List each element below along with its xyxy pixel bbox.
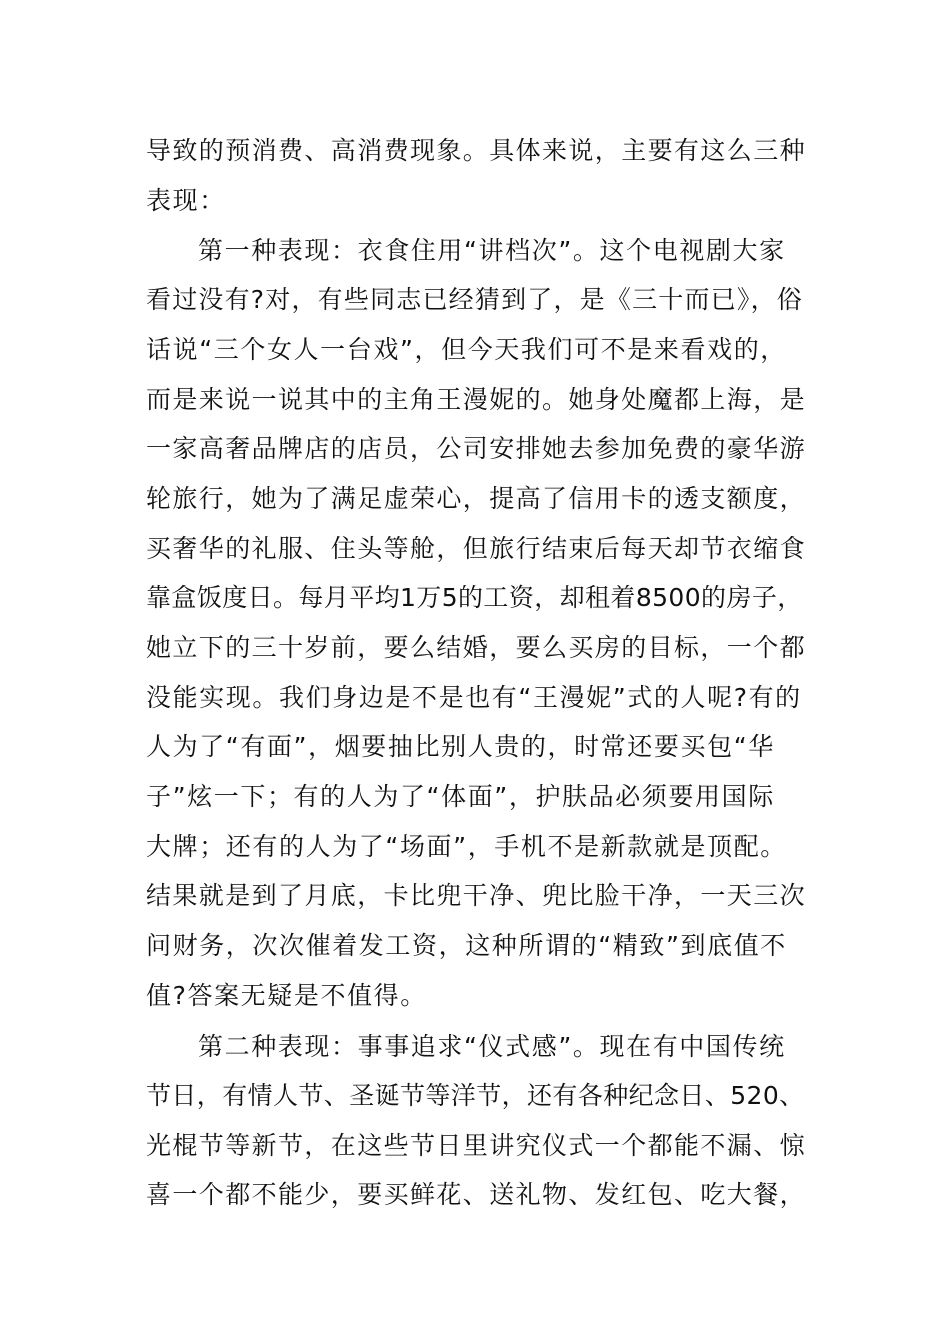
- text-line: 导致的预消费、高消费现象。具体来说，主要有这么三种: [146, 136, 807, 165]
- text-line: 喜一个都不能少，要买鲜花、送礼物、发红包、吃大餐，: [146, 1180, 807, 1209]
- text-line: 而是来说一说其中的主角王漫妮的。她身处魔都上海，是: [146, 385, 807, 414]
- paragraph-first-line: 第二种表现：事事追求“仪式感”。现在有中国传统: [198, 1032, 786, 1061]
- text-line: 靠盒饭度日。每月平均1万5的工资，却租着8500的房子，: [146, 583, 803, 612]
- text-line: 结果就是到了月底，卡比兜干净、兜比脸干净，一天三次: [146, 881, 807, 910]
- text-line: 看过没有?对，有些同志已经猜到了，是《三十而已》，俗: [146, 285, 803, 314]
- text-line: 问财务，次次催着发工资，这种所谓的“精致”到底值不: [146, 931, 787, 960]
- text-line: 轮旅行，她为了满足虚荣心，提高了信用卡的透支额度，: [146, 484, 807, 513]
- text-line: 她立下的三十岁前，要么结婚，要么买房的目标，一个都: [146, 633, 807, 662]
- text-line: 大牌；还有的人为了“场面”，手机不是新款就是顶配。: [146, 832, 787, 861]
- text-line: 一家高奢品牌店的店员，公司安排她去参加免费的豪华游: [146, 434, 807, 463]
- text-line: 值?答案无疑是不值得。: [146, 981, 427, 1010]
- paragraph-first-line: 第一种表现：衣食住用“讲档次”。这个电视剧大家: [198, 236, 786, 265]
- text-line: 子”炫一下；有的人为了“体面”，护肤品必须要用国际: [146, 782, 775, 811]
- text-line: 节日，有情人节、圣诞节等洋节，还有各种纪念日、520、: [146, 1081, 805, 1110]
- text-line: 光棍节等新节，在这些节日里讲究仪式一个都能不漏、惊: [146, 1131, 807, 1160]
- text-line: 话说“三个女人一台戏”，但今天我们可不是来看戏的，: [146, 335, 787, 364]
- text-line: 买奢华的礼服、住头等舱，但旅行结束后每天却节衣缩食: [146, 534, 807, 563]
- text-line: 没能实现。我们身边是不是也有“王漫妮”式的人呢?有的: [146, 683, 802, 712]
- text-line: 人为了“有面”，烟要抽比别人贵的，时常还要买包“华: [146, 732, 775, 761]
- text-line: 表现：: [146, 186, 226, 215]
